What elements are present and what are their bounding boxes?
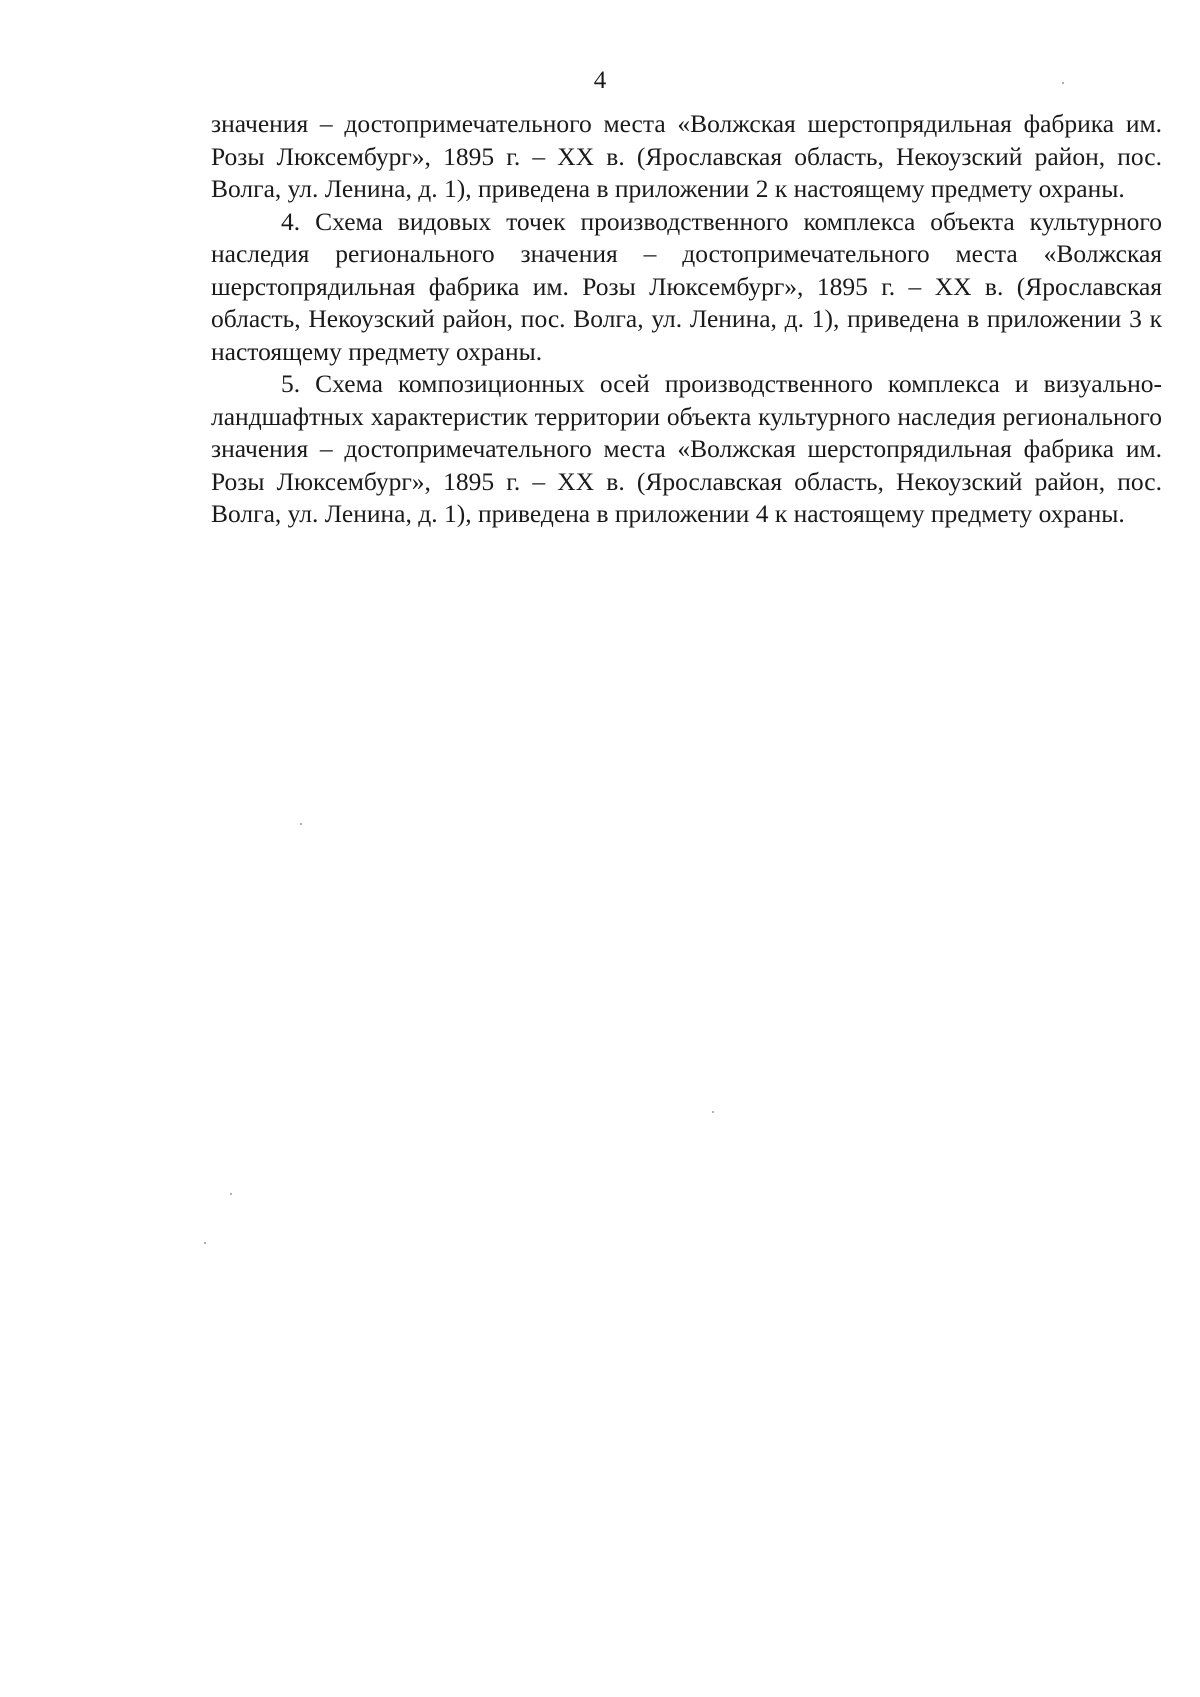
scan-speck xyxy=(712,1111,714,1113)
scan-speck xyxy=(300,823,302,825)
page-number: 4 xyxy=(593,67,607,94)
paragraph-item-4: 4. Схема видовых точек производственного комплекса объекта культурного наследия регионального значения – достопримечательного места «Волжская шерстопрядильная фабрика им. Розы Люксембург», 1895 г. – XX в. (Ярославская область, Некоузский район, пос. Волга, ул. Ленина, д. 1), приведена в приложении 3 к настоящему предмету охраны. xyxy=(211,206,1162,366)
scan-speck xyxy=(230,1193,232,1195)
paragraph-continuation: значения – достопримечательного места «Волжская шерстопрядильная фабрика им. Розы Люксембург», 1895 г. – XX в. (Ярославская область, Некоузский район, пос. Волга, ул. Ленина, д. 1), приведена в приложении 2 к настоящему предмету охраны. xyxy=(211,109,1162,203)
paragraph-item-5: 5. Схема композиционных осей производственного комплекса и визуально-ландшафтных характеристик территории объекта культурного наследия регионального значения – достопримечательного места «Волжская шерстопрядильная фабрика им. Розы Люксембург», 1895 г. – XX в. (Ярославская область, Некоузский район, пос. Волга, ул. Ленина, д. 1), приведена в приложении 4 к настоящему предмету охраны. xyxy=(211,369,1162,528)
scan-speck xyxy=(204,1242,206,1244)
scan-speck xyxy=(1062,82,1064,84)
document-body xyxy=(211,108,1162,531)
